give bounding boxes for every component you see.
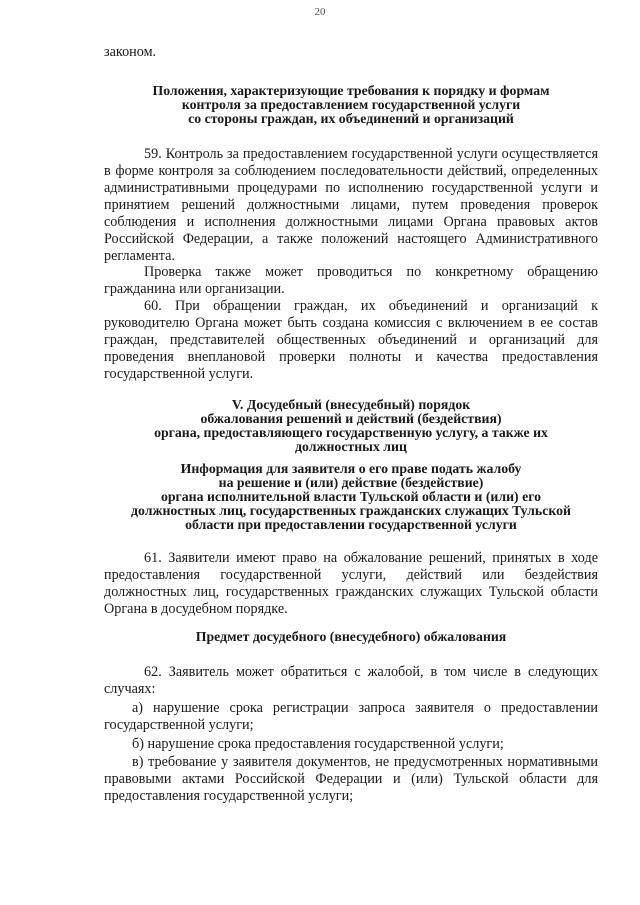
heading-section-v [96,398,606,454]
paragraph-59-check: Проверка также может проводиться по конкретному обращению гражданина или организации. [104,264,598,297]
paragraph-top: законом. [104,44,157,60]
page-number: 20 [314,6,326,18]
list-item-c: в) требование у заявителя документов, не предусмотренных нормативными правовыми актами Российской Федерации и (или) Тульской области для предоставления государственной услуги; [104,754,598,804]
heading-control-requirements [96,84,606,126]
paragraph-61: 61. Заявители имеют право на обжалование решений, принятых в ходе предоставления государственной услуги, действий или бездействия должностных лиц, государственных гражданских служащих Тульской области Органа в досудебном порядке. [104,550,598,617]
heading-line: должностных лиц, государственных гражданских служащих Тульской [131,503,571,518]
heading-line: со стороны граждан, их объединений и организаций [188,111,514,126]
heading-line: области при предоставлении государственной услуги [185,517,517,532]
heading-line: органа исполнительной власти Тульской области и (или) его [160,489,542,504]
paragraph-62: 62. Заявитель может обратиться с жалобой, в том числе в следующих случаях: [104,664,598,697]
heading-complaint-info [96,462,606,532]
heading-appeal-subject: Предмет досудебного (внесудебного) обжалования [195,629,507,644]
list-item-b: б) нарушение срока предоставления государственной услуги; [132,736,504,752]
heading-line: Положения, характеризующие требования к порядку и формам [152,83,550,98]
paragraph-59: 59. Контроль за предоставлением государственной услуги осуществляется в форме контроля за соблюдением последовательности действий, определенных административными процедурами по исполнению государственной услуги и принятием решений должностными лицами, путем проведения проверок соблюдения и исполнения должностными лицами Органа правовых актов Российской Федерации, а также положений настоящего Административного регламента. [104,146,598,264]
heading-line: должностных лиц [295,439,407,454]
heading-line: контроля за предоставлением государственной услуги [181,97,521,112]
heading-line: V. Досудебный (внесудебный) порядок [231,397,471,412]
heading-line: Информация для заявителя о его праве подать жалобу [180,461,522,476]
paragraph-60: 60. При обращении граждан, их объединений и организаций к руководителю Органа может быть создана комиссия с включением в ее состав граждан, представителей общественных объединений и организаций для проведения внеплановой проверки полноты и качества предоставления государственной услуги. [104,298,598,382]
heading-line: обжалования решений и действий (бездействия) [200,411,502,426]
heading-line: органа, предоставляющего государственную услугу, а также их [154,425,548,440]
heading-line: на решение и (или) действие (бездействие) [218,475,484,490]
list-item-a: а) нарушение срока регистрации запроса заявителя о предоставлении государственной услуги; [104,700,598,733]
